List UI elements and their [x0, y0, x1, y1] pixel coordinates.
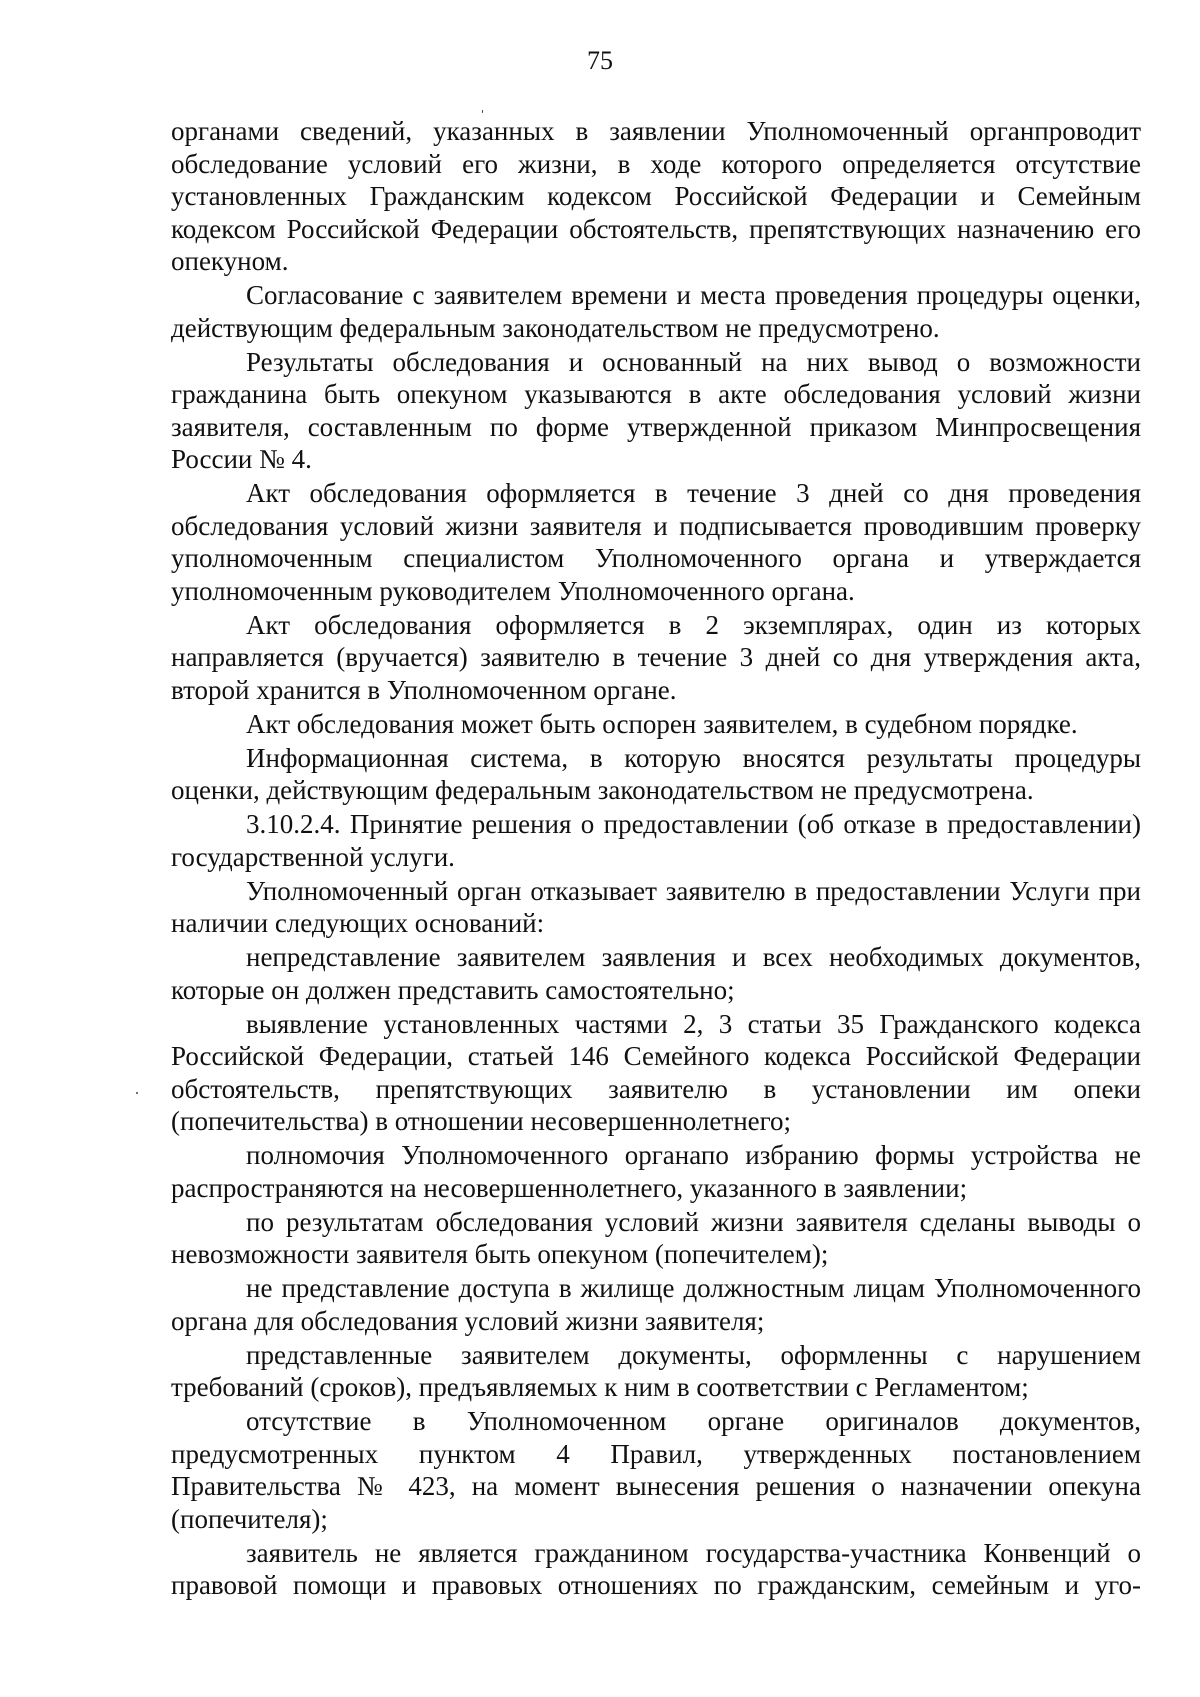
paragraph: органами сведений, указанных в заявлении Уполномоченный органпроводит обследование условий его жизни, в ходе которого определяется отсутствие установленных Гражданским кодексом Российской Федерации и Семейным кодексом Российской Федерации обстоятельств, препятствующих назначению его опекуном. [171, 116, 1141, 276]
scan-speck [136, 1092, 138, 1094]
list-item: непредставление заявителем заявления и всех необходимых документов, которые он должен представить самостоятельно; [171, 942, 1141, 1005]
paragraph: Акт обследования оформляется в течение 3 дней со дня проведения обследования условий жизни заявителя и подписывается проводившим проверку уполномоченным специалистом Уполномоченного органа и утверждается уполномоченным руководителем Уполномоченного органа. [171, 478, 1141, 606]
paragraph: Согласование с заявителем времени и места проведения процедуры оценки, действующим федеральным законодательством не предусмотрено. [171, 280, 1141, 343]
list-item: отсутствие в Уполномоченном органе оригиналов документов, предусмотренных пунктом 4 Правил, утвержденных постановлением Правительства № 423, на момент вынесения решения о назначении опекуна (попечителя); [171, 1406, 1141, 1534]
section-heading: 3.10.2.4. Принятие решения о предоставлении (об отказе в предоставлении) государственной услуги. [171, 809, 1141, 872]
scan-speck [482, 110, 483, 113]
paragraph: Результаты обследования и основанный на них вывод о возможности гражданина быть опекуном указываются в акте обследования условий жизни заявителя, составленным по форме утвержденной приказом Минпросвещения России № 4. [171, 346, 1141, 474]
list-item: по результатам обследования условий жизни заявителя сделаны выводы о невозможности заявителя быть опекуном (попечителем); [171, 1206, 1141, 1269]
list-item: не представление доступа в жилище должностным лицам Уполномоченного органа для обследования условий жизни заявителя; [171, 1273, 1141, 1336]
list-item: представленные заявителем документы, оформленны с нарушением требований (сроков), предъявляемых к ним в соответствии с Регламентом; [171, 1339, 1141, 1402]
paragraph: Информационная система, в которую вносятся результаты процедуры оценки, действующим федеральным законодательством не предусмотрена. [171, 742, 1141, 805]
paragraph: Акт обследования может быть оспорен заявителем, в судебном порядке. [246, 708, 1078, 739]
paragraph: Акт обследования оформляется в 2 экземплярах, один из которых направляется (вручается) заявителю в течение 3 дней со дня утверждения акта, второй хранится в Уполномоченном органе. [171, 609, 1141, 705]
document-body [171, 115, 1141, 1603]
paragraph: Уполномоченный орган отказывает заявителю в предоставлении Услуги при наличии следующих оснований: [171, 875, 1141, 938]
list-item: выявление установленных частями 2, 3 статьи 35 Гражданского кодекса Российской Федерации, статьей 146 Семейного кодекса Российской Федерации обстоятельств, препятствующих заявителю в установлении им опеки (попечительства) в отношении несовершеннолетнего; [171, 1008, 1141, 1136]
page-number: 75 [587, 46, 613, 75]
list-item: полномочия Уполномоченного органапо избранию формы устройства не распространяются на несовершеннолетнего, указанного в заявлении; [171, 1140, 1141, 1203]
list-item: заявитель не является гражданином государства-участника Конвенций о правовой помощи и правовых отношениях по гражданским, семейным и уго- [171, 1537, 1141, 1600]
